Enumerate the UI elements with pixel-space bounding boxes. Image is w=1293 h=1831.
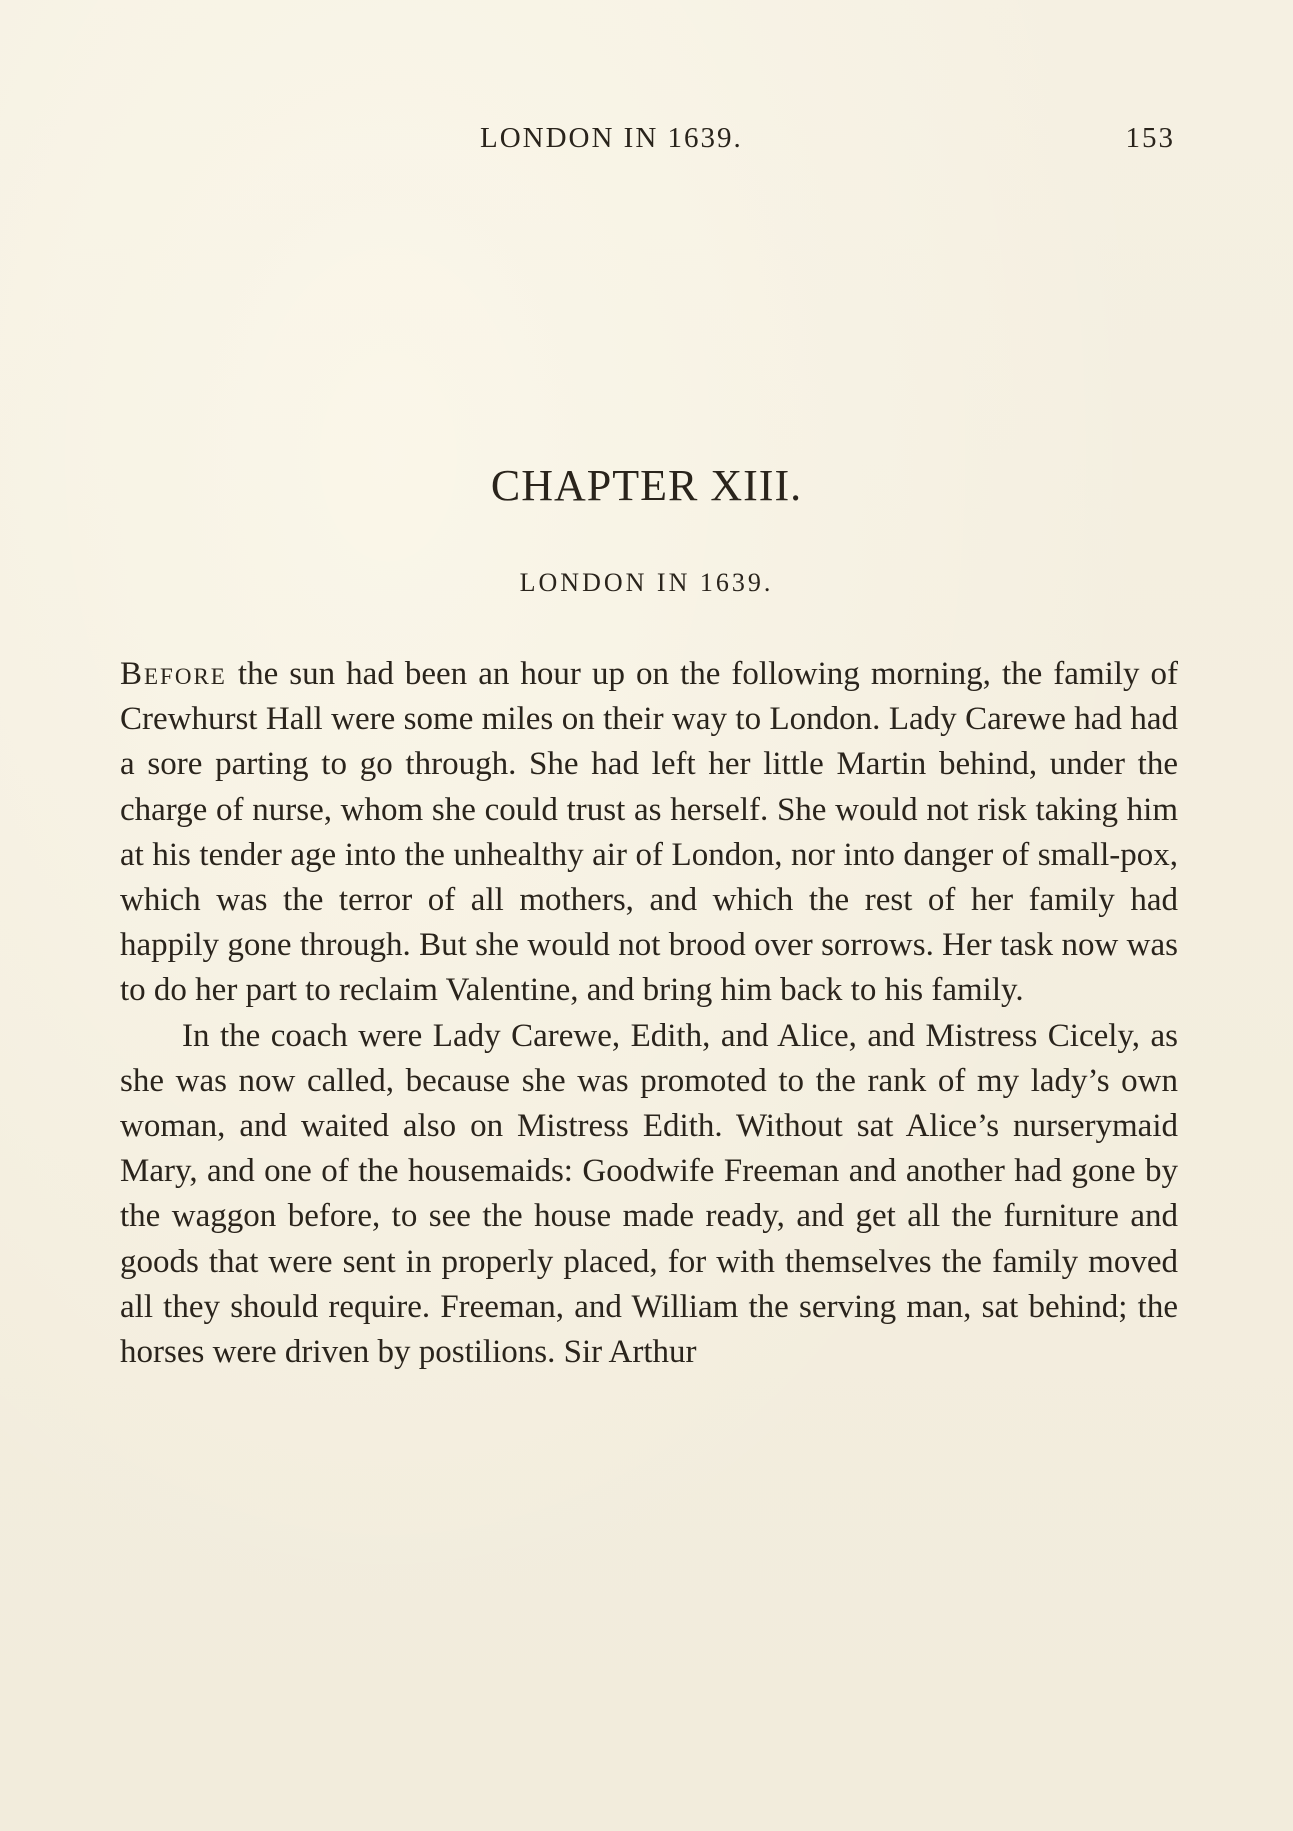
paragraph-1-text: the sun had been an hour up on the following morning, the family of Crewhurst Hall were some miles on their way to London. Lady Carewe had had a sore parting to go through. She had left her little Martin behind, under the charge of nurse, whom she could trust as herself. She would not risk taking him at his tender age into the unhealthy air of London, nor into danger of small-pox, which was the terror of all mothers, and which the rest of her family had happily gone through. But she would not brood over sorrows. Her task now was to do her part to reclaim Valentine, and bring him back to his family. [120,656,1178,1009]
paragraph-1 [120,652,1178,1014]
page-number: 153 [1125,122,1175,154]
body-text [120,652,1178,1375]
page-header [120,122,1175,162]
paragraph-2: In the coach were Lady Carewe, Edith, and Alice, and Mistress Cicely, as she was now called, because she was promoted to the rank of my lady’s own woman, and waited also on Mistress Edith. Without sat Alice’s nurserymaid Mary, and one of the housemaids: Goodwife Freeman and another had gone by the waggon before, to see the house made ready, and get all the furniture and goods that were sent in properly placed, for with themselves the family moved all they should require. Freeman, and William the serving man, sat behind; the horses were driven by postilions. Sir Arthur [120,1017,1178,1371]
running-head: LONDON IN 1639. [480,122,743,154]
show-through-texture [110,205,1190,585]
chapter-title: CHAPTER XIII. [490,461,803,510]
chapter-subtitle: LONDON IN 1639. [519,568,774,597]
lead-word: Before [120,656,227,692]
